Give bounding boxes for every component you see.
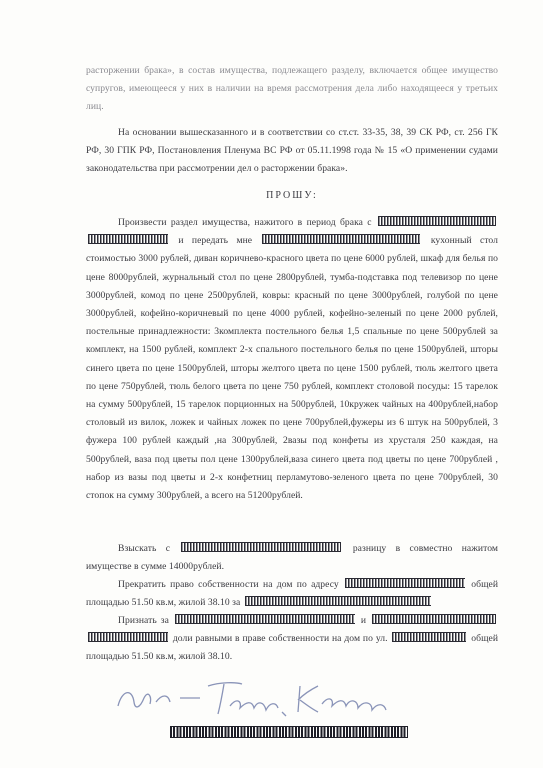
request3-text-a: Прекратить право собственности на дом по адресу — [118, 579, 339, 590]
request1-text-a: Произвести раздел имущества, нажитого в период брака с — [118, 217, 372, 228]
redacted-party-2 — [372, 614, 496, 624]
redacted-party-1 — [175, 614, 355, 624]
basis-text: На основании вышесказанного и в соответствии со ст.ст. 33-35, 38, 39 СК РФ, ст. 256 ГК РФ, 30 ГПК РФ, Постановления Пленума ВС РФ от 05.11.1998 года № 15 «О применении судами законодательства при рассмотрении дел о расторжении брака». — [86, 127, 498, 175]
redacted-name — [262, 234, 420, 244]
handwritten-signature — [110, 672, 410, 722]
redacted-party-2-cont — [88, 632, 168, 642]
request4-text-d: общей площадью 51.50 кв.м, жилой 38.10. — [86, 633, 499, 663]
request-paragraph-3 — [86, 576, 498, 612]
redacted-signature-name — [170, 726, 408, 738]
intro-paragraph — [86, 62, 498, 117]
request2-text-a: Взыскать с — [118, 543, 171, 554]
basis-paragraph — [86, 124, 498, 179]
redacted-date-end — [88, 234, 168, 244]
redacted-owner — [245, 596, 431, 606]
request2-text-b: разницу в совместно нажитом имуществе в сумме 14000рублей. — [86, 543, 498, 573]
request-paragraph-1 — [86, 214, 498, 505]
request3-text-b: общей площадью 51.50 кв.м, жилой 38.10 за — [86, 579, 499, 609]
request-paragraph-2 — [86, 540, 498, 576]
request1-text-c: кухонный стол стоимостью 3000 рублей, диван коричнево-красного цвета по цене 6000 рублей, шкаф для белья по цене 8000рублей, журнальный стол по цене 2800рублей, тумба-подставка под телевизор по цене 3000рублей, комод по цене 2500рублей, ковры: красный по цене 3000рублей, голубой по цене 3000рублей, кофейно-коричневый по цене 4000 рублей, кофейно-зеленый по цене 2000 рублей, постельные принадлежности: 3комплекта постельного белья 1,5 спальные по цене 500рублей за комплект, на 1500 рублей, комплект 2-х спального постельного белья по цене 1500рублей, шторы синего цвета по цене 1500рублей, шторы желтого цвета по цене 1500 рублей, тюль желтого цвета по цене 750рублей, тюль белого цвета по цене 750 рублей, комплект столовой посуды: 15 тарелок на сумму 500рублей, 15 тарелок порционных на 500рублей, 10кружек чайных на 400рублей,набор столовый из вилок, ложек и чайных ложек по цене 700рублей,фужеры из 6 штук на 500рублей, 3 фужера 100 рублей каждый ,на 300рублей, 2вазы под конфеты из хрусталя 250 каждая, на 500рублей, ваза под цветы пол цене 1300рублей,ваза синего цвета под цветы по цене 700рублей , набор из вазы под цветы и 2-х конфетниц перламутово-зеленого цвета по цене 700рублей, 30 стопок на сумму 300рублей, а всего на 51200рублей. — [86, 235, 498, 502]
request4-text-b: и — [360, 615, 367, 626]
redacted-address — [345, 578, 465, 588]
redacted-date — [378, 216, 496, 226]
redacted-street — [392, 632, 466, 642]
request-paragraph-4 — [86, 612, 498, 667]
redacted-defendant — [181, 542, 341, 552]
request-heading: ПРОШУ: — [266, 190, 318, 201]
intro-text: расторжении брака», в состав имущества, подлежащего разделу, включается общее имущество супругов, имеющееся у них в наличии на время рассмотрения дела либо находящееся у третьих лиц. — [86, 65, 498, 113]
request4-text-a: Признать за — [118, 615, 169, 626]
request1-text-b: и передать мне — [178, 235, 253, 247]
request4-text-c: доли равными в праве собственности на дом по ул. — [172, 633, 388, 645]
